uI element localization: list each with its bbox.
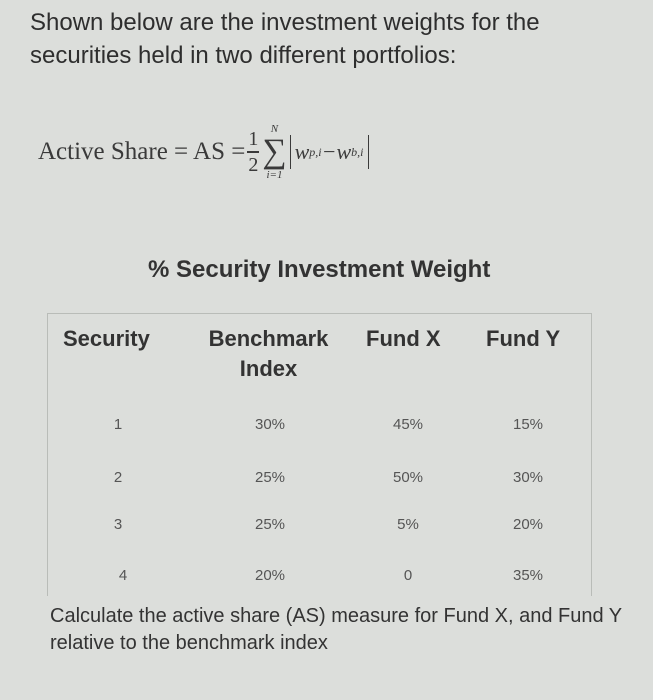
table-cell: 25% (254, 516, 286, 533)
benchmark-weight-var: w (336, 139, 352, 164)
fraction-denominator: 2 (248, 153, 259, 176)
fraction-bar (247, 151, 259, 153)
absolute-difference (290, 135, 369, 169)
table-cell: 50% (392, 469, 424, 486)
table-cell: 2 (113, 469, 123, 486)
benchmark-weight-sub: b,i (351, 144, 364, 159)
table-cell: 45% (392, 416, 424, 433)
fraction-numerator: 1 (248, 128, 259, 151)
table-cell: 30% (254, 416, 286, 433)
table-cell: 20% (512, 516, 544, 533)
active-share-formula (38, 112, 369, 192)
header-fund-x: Fund X (366, 326, 441, 351)
table-title: % Security Investment Weight (148, 256, 491, 283)
weights-table (47, 313, 592, 596)
sigma-symbol: ∑ (262, 133, 287, 170)
sum-upper-limit: N (270, 123, 279, 135)
table-cell: 20% (254, 567, 286, 584)
table-cell: 35% (512, 567, 544, 584)
sum-lower-limit: i=1 (266, 169, 283, 181)
header-fund-y: Fund Y (486, 326, 561, 351)
table-cell: 25% (254, 469, 286, 486)
formula-lhs: Active Share = AS = (38, 138, 246, 165)
table-cell: 4 (118, 567, 128, 584)
fund-weight-var: w (294, 139, 310, 164)
table-cell: 15% (512, 416, 544, 433)
question-text: Calculate the active share (AS) measure for Fund X, and Fund Y relative to the benchmark index (50, 605, 622, 654)
header-security: Security (63, 326, 150, 351)
one-half-fraction (247, 128, 259, 176)
table-cell: 0 (403, 567, 413, 584)
table-cell: 30% (512, 469, 544, 486)
table-cell: 5% (397, 516, 419, 533)
fund-weight-sub: p,i (309, 144, 322, 159)
header-benchmark-index: Benchmark Index (208, 326, 329, 381)
table-cell: 1 (113, 416, 123, 433)
minus-sign: − (321, 139, 337, 164)
table-cell: 3 (113, 516, 123, 533)
summation (262, 123, 286, 181)
intro-text: Shown below are the investment weights for the securities held in two different portfolios: (30, 9, 540, 69)
